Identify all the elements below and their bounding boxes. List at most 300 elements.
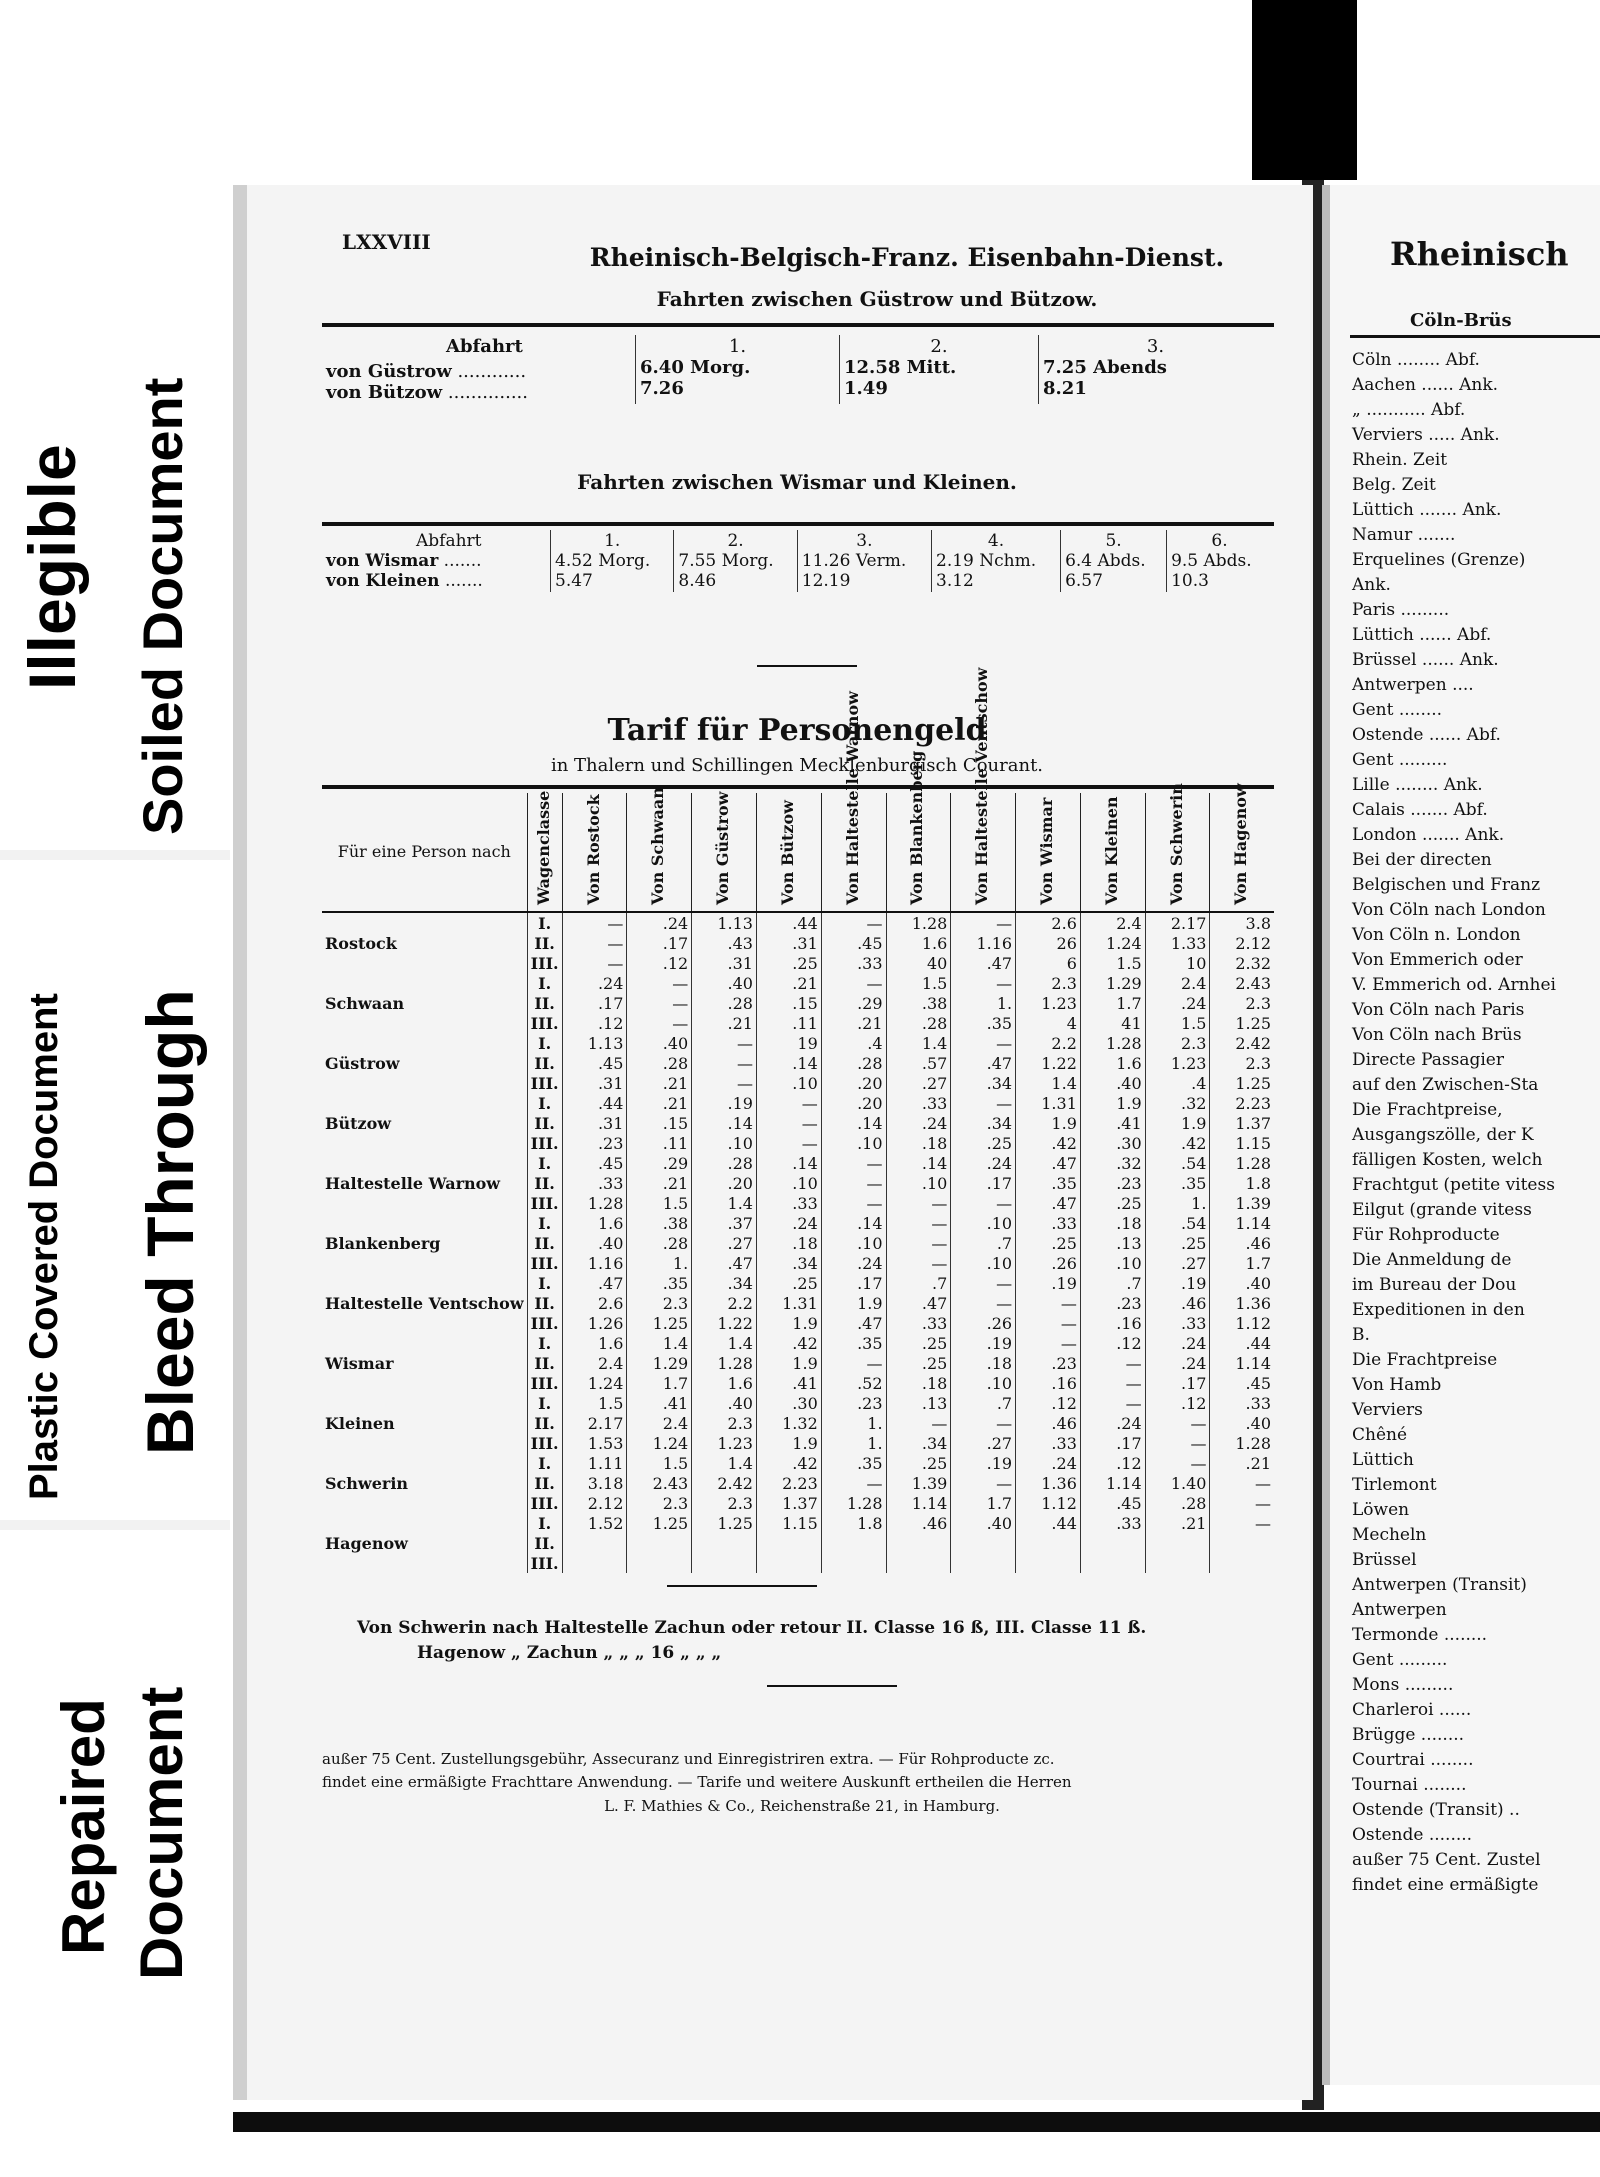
section1-title: Fahrten zwischen Güstrow und Bützow. (656, 287, 1098, 311)
right-page-line: Charleroi ...... (1352, 1700, 1472, 1720)
tariff-value: .17 (627, 933, 692, 953)
tariff-value: .17 (562, 993, 627, 1013)
tariff-value: .17 (951, 1173, 1016, 1193)
tariff-value: — (951, 1293, 1016, 1313)
tariff-value: .47 (692, 1253, 757, 1273)
tariff-value: 1.23 (692, 1433, 757, 1453)
tariff-station (322, 1193, 527, 1213)
tariff-value: 2.23 (1210, 1093, 1274, 1113)
tariff-value (951, 1553, 1016, 1573)
tariff-value: 1.40 (1145, 1473, 1210, 1493)
tariff-value (692, 1553, 757, 1573)
tariff-value: 1.9 (821, 1293, 886, 1313)
tariff-station (322, 1453, 527, 1473)
tariff-value (756, 1553, 821, 1573)
tariff-class: III. (527, 1373, 562, 1393)
tariff-value (1016, 1553, 1081, 1573)
tariff-value: .35 (951, 1013, 1016, 1033)
tariff-class: III. (527, 1433, 562, 1453)
right-page-line: Termonde ........ (1352, 1625, 1488, 1645)
tariff-class: I. (527, 1153, 562, 1173)
right-page-line: Gent ......... (1352, 750, 1448, 770)
tariff-value (1210, 1533, 1274, 1553)
note-zachun-2: Hagenow „ Zachun „ „ „ 16 „ „ „ (417, 1643, 722, 1663)
tariff-header-col: Von Hagenow (1210, 793, 1274, 912)
tariff-class: III. (527, 1313, 562, 1333)
tariff-value: 1.28 (821, 1493, 886, 1513)
tariff-value: 1.14 (1080, 1473, 1145, 1493)
tariff-value: 1. (951, 993, 1016, 1013)
tariff-header-col: Von Haltestelle Warnow (821, 793, 886, 912)
tariff-value: 1.12 (1016, 1493, 1081, 1513)
w-trip-1: 1. 4.52 Morg. 5.47 (551, 530, 674, 592)
tariff-value: .46 (886, 1513, 951, 1533)
tariff-value: .46 (1016, 1413, 1081, 1433)
tariff-value: .46 (1210, 1233, 1274, 1253)
tariff-value: 1.29 (1080, 973, 1145, 993)
tariff-value: — (627, 973, 692, 993)
tariff-station (322, 1493, 527, 1513)
right-page-line: Für Rohproducte (1352, 1225, 1500, 1245)
tariff-value: .44 (1016, 1513, 1081, 1533)
tariff-value: .24 (886, 1113, 951, 1133)
right-page-line: London ....... Ank. (1352, 825, 1505, 845)
label-strip (0, 0, 230, 2177)
tariff-value: .17 (1145, 1373, 1210, 1393)
tariff-value: — (1210, 1513, 1274, 1533)
tariff-value: — (951, 1193, 1016, 1213)
short-rule (757, 665, 857, 667)
tariff-header-col: Von Haltestelle Ventschow (951, 793, 1016, 912)
tariff-value: — (1016, 1293, 1081, 1313)
tariff-value: — (692, 1053, 757, 1073)
right-page-line: Antwerpen (1352, 1600, 1447, 1620)
tariff-header-col: Von Güstrow (692, 793, 757, 912)
tariff-value: 1.5 (562, 1393, 627, 1413)
station-wismar: von Wismar ....... (326, 551, 482, 571)
right-page-line: Bei der directen (1352, 850, 1492, 870)
tariff-value (692, 1533, 757, 1553)
tariff-value: 1.8 (821, 1513, 886, 1533)
tariff-value: .23 (1080, 1293, 1145, 1313)
tariff-value: .10 (692, 1133, 757, 1153)
tariff-value: .54 (1145, 1213, 1210, 1233)
tariff-header-person: Für eine Person nach (322, 793, 527, 912)
right-page-line: Mecheln (1352, 1525, 1427, 1545)
tariff-value: — (951, 912, 1016, 933)
tariff-value: .27 (692, 1233, 757, 1253)
tariff-value: 1.36 (1016, 1473, 1081, 1493)
tariff-value: .34 (951, 1113, 1016, 1133)
tariff-value: .44 (756, 912, 821, 933)
tariff-value: 1.37 (1210, 1113, 1274, 1133)
tariff-value: 2.32 (1210, 953, 1274, 973)
running-head: Rheinisch-Belgisch-Franz. Eisenbahn-Dienst. (589, 243, 1225, 272)
page-number: LXXVIII (342, 230, 431, 254)
tariff-value: .33 (821, 953, 886, 973)
tariff-value: .47 (886, 1293, 951, 1313)
right-page-line: Ostende ...... Abf. (1352, 725, 1501, 745)
short-rule (767, 1685, 897, 1687)
right-page-line: fälligen Kosten, welch (1352, 1150, 1543, 1170)
tariff-value: .26 (951, 1313, 1016, 1333)
tariff-value: .47 (1016, 1153, 1081, 1173)
station-kleinen: von Kleinen ....... (326, 571, 483, 591)
tariff-class: I. (527, 1453, 562, 1473)
tariff-value: 2.17 (1145, 912, 1210, 933)
table-row (322, 1253, 1274, 1273)
tariff-class: III. (527, 1253, 562, 1273)
rule (322, 522, 1274, 526)
tariff-value: .33 (886, 1093, 951, 1113)
right-page-line: Mons ......... (1352, 1675, 1454, 1695)
tariff-value: 1. (821, 1433, 886, 1453)
tariff-value: 1.29 (627, 1353, 692, 1373)
tariff-value: — (951, 1413, 1016, 1433)
right-page-line: Lüttich ....... Ank. (1352, 500, 1502, 520)
tariff-value: 1.24 (562, 1373, 627, 1393)
tariff-value: .24 (1145, 1353, 1210, 1373)
tariff-header-col: Von Kleinen (1080, 793, 1145, 912)
tariff-value: 40 (886, 953, 951, 973)
right-page-line: Von Cöln n. London (1352, 925, 1521, 945)
tariff-value: .11 (627, 1133, 692, 1153)
tariff-class: I. (527, 1333, 562, 1353)
tariff-class: I. (527, 1093, 562, 1113)
tariff-value: .32 (1145, 1093, 1210, 1113)
tariff-value: 1.7 (627, 1373, 692, 1393)
tariff-value: .25 (886, 1453, 951, 1473)
rule (322, 785, 1274, 789)
tariff-value: 2.4 (1145, 973, 1210, 993)
tariff-value: .10 (1080, 1253, 1145, 1273)
abfahrt-label: Abfahrt (416, 531, 482, 551)
tariff-value: .28 (692, 993, 757, 1013)
tariff-value: 1.6 (562, 1213, 627, 1233)
tariff-value: .47 (951, 1053, 1016, 1073)
scan-bottom-bar (233, 2112, 1600, 2132)
w-trip-6: 6. 9.5 Abds. 10.3 (1167, 530, 1272, 592)
table-row (322, 1173, 1274, 1193)
tariff-value: .45 (562, 1053, 627, 1073)
tariff-value: — (627, 993, 692, 1013)
tariff-value: .14 (756, 1053, 821, 1073)
trip-2: 2. 12.58 Mitt. 1.49 (840, 335, 1039, 404)
tariff-value: .45 (1080, 1493, 1145, 1513)
table-row (322, 1533, 1274, 1553)
abfahrt-cell (322, 530, 551, 592)
tariff-value: 1.4 (1016, 1073, 1081, 1093)
label-bleed: Bleed Through (133, 989, 207, 1455)
tariff-value: 2.3 (1210, 1053, 1274, 1073)
tariff-title: Tarif für Personengeld (607, 713, 987, 748)
tariff-value: .23 (562, 1133, 627, 1153)
tariff-value: 1.26 (562, 1313, 627, 1333)
tariff-value: 1.28 (692, 1353, 757, 1373)
tariff-value: 10 (1145, 953, 1210, 973)
tariff-value: .21 (756, 973, 821, 993)
tariff-value: .33 (1210, 1393, 1274, 1413)
tariff-value: 1.6 (692, 1373, 757, 1393)
abfahrt-label: Abfahrt (446, 336, 523, 357)
tariff-value: 1.32 (756, 1413, 821, 1433)
tariff-value: .17 (1080, 1433, 1145, 1453)
right-page-line: Von Hamb (1352, 1375, 1442, 1395)
tariff-value: 1.24 (627, 1433, 692, 1453)
right-page-line: Lüttich (1352, 1450, 1414, 1470)
tariff-header-class: Wagenclasse (527, 793, 562, 912)
right-page-line: V. Emmerich od. Arnhei (1352, 975, 1556, 995)
tariff-value: .28 (692, 1153, 757, 1173)
tariff-value: .7 (886, 1273, 951, 1293)
tariff-value: .7 (951, 1233, 1016, 1253)
tariff-value: 1.28 (1210, 1433, 1274, 1453)
tariff-value: .20 (821, 1073, 886, 1093)
tariff-station: Kleinen (325, 1413, 395, 1433)
tariff-value: 1.25 (1210, 1073, 1274, 1093)
tariff-value (1145, 1553, 1210, 1573)
tariff-class: II. (527, 1113, 562, 1133)
label-illegible: Illegible (15, 444, 89, 690)
tariff-value: .47 (951, 953, 1016, 973)
tariff-value: 1.28 (886, 912, 951, 933)
right-page-line: „ ........... Abf. (1352, 400, 1466, 420)
station-guestrow: von Güstrow ............ (326, 361, 527, 382)
right-page-line: Paris ......... (1352, 600, 1450, 620)
tariff-value: 1.13 (692, 912, 757, 933)
tariff-station (322, 1273, 527, 1293)
tariff-value: .16 (1080, 1313, 1145, 1333)
tariff-value: .34 (951, 1073, 1016, 1093)
tariff-value: 1.7 (1080, 993, 1145, 1013)
tariff-value: 1.25 (627, 1313, 692, 1333)
right-page-line: Frachtgut (petite vitess (1352, 1175, 1555, 1195)
tariff-value: 41 (1080, 1013, 1145, 1033)
tariff-value: 1.25 (692, 1513, 757, 1533)
right-page-line: Von Cöln nach London (1352, 900, 1546, 920)
tariff-value: .18 (886, 1373, 951, 1393)
tariff-value: 1.39 (1210, 1193, 1274, 1213)
tariff-value: .37 (692, 1213, 757, 1233)
tariff-value: .40 (692, 973, 757, 993)
table-row (322, 1413, 1274, 1433)
tariff-value: — (951, 973, 1016, 993)
tariff-value: .10 (821, 1133, 886, 1153)
tariff-value: .30 (756, 1393, 821, 1413)
tariff-value: .13 (886, 1393, 951, 1413)
tariff-value (821, 1553, 886, 1573)
tariff-class: I. (527, 1513, 562, 1533)
footer-line-2: findet eine ermäßigte Frachttare Anwendung. — Tarife und weitere Auskunft ertheilen die Herren (322, 1773, 1072, 1791)
table-row (322, 1193, 1274, 1213)
tariff-value: 1.39 (886, 1473, 951, 1493)
tariff-station (322, 1313, 527, 1333)
tariff-value: — (562, 933, 627, 953)
tariff-value: .7 (951, 1393, 1016, 1413)
footer-line-1: außer 75 Cent. Zustellungsgebühr, Assecuranz und Einregistriren extra. — Für Rohproducte zc. (322, 1750, 1055, 1768)
right-page-line: Brüssel ...... Ank. (1352, 650, 1499, 670)
table-row (322, 933, 1274, 953)
tariff-value: .28 (627, 1233, 692, 1253)
tariff-value: 1.9 (1016, 1113, 1081, 1133)
tariff-value: — (821, 912, 886, 933)
tariff-value: 2.6 (1016, 912, 1081, 933)
right-page-line: Cöln ........ Abf. (1352, 350, 1480, 370)
tariff-value: — (1080, 1373, 1145, 1393)
tariff-class: I. (527, 912, 562, 933)
tariff-value: 1.31 (756, 1293, 821, 1313)
table-row (322, 1453, 1274, 1473)
table-row (322, 1353, 1274, 1373)
tariff-value: .40 (692, 1393, 757, 1413)
short-rule (667, 1585, 817, 1587)
rule (1350, 335, 1600, 338)
scan-black-bar (1252, 0, 1357, 180)
tariff-value: .40 (1210, 1273, 1274, 1293)
tariff-class: III. (527, 953, 562, 973)
tariff-value: .25 (951, 1133, 1016, 1153)
tariff-value: .21 (627, 1073, 692, 1093)
tariff-value: — (951, 1273, 1016, 1293)
table-row (322, 1513, 1274, 1533)
tariff-value: .35 (821, 1453, 886, 1473)
tariff-value: .24 (951, 1153, 1016, 1173)
w-trip-4: 4. 2.19 Nchm. 3.12 (932, 530, 1061, 592)
tariff-value: 1.9 (756, 1433, 821, 1453)
tariff-value: .45 (1210, 1373, 1274, 1393)
tariff-value: 1.14 (1210, 1213, 1274, 1233)
tariff-header-col: Von Blankenberg (886, 793, 951, 912)
tariff-station (322, 973, 527, 993)
table-row (322, 1233, 1274, 1253)
right-page-subtitle: Cöln-Brüs (1410, 310, 1512, 331)
tariff-value: .21 (692, 1013, 757, 1033)
tariff-value: .24 (1145, 993, 1210, 1013)
right-page-line: Ank. (1352, 575, 1391, 595)
tariff-value: .42 (1016, 1133, 1081, 1153)
tariff-value: .27 (951, 1433, 1016, 1453)
tariff-value: 2.43 (1210, 973, 1274, 993)
tariff-value: .21 (821, 1013, 886, 1033)
tariff-station (322, 1553, 527, 1573)
tariff-value: .28 (886, 1013, 951, 1033)
tariff-station (322, 1033, 527, 1053)
tariff-value: 1.9 (756, 1313, 821, 1333)
tariff-value: .24 (1016, 1453, 1081, 1473)
tariff-value: .21 (627, 1173, 692, 1193)
tariff-value: .27 (886, 1073, 951, 1093)
tariff-value: 1.9 (1145, 1113, 1210, 1133)
tariff-station: Haltestelle Warnow (325, 1173, 501, 1193)
tariff-class: II. (527, 1233, 562, 1253)
label-repaired: Repaired (50, 1698, 117, 1955)
tariff-station (322, 953, 527, 973)
tariff-header-col: Von Bützow (756, 793, 821, 912)
right-page-line: Ausgangszölle, der K (1352, 1125, 1534, 1145)
tariff-value: 1.5 (627, 1453, 692, 1473)
right-page-line: Die Anmeldung de (1352, 1250, 1512, 1270)
tariff-value: 1.14 (1210, 1353, 1274, 1373)
tariff-value: .10 (951, 1213, 1016, 1233)
tariff-value: .33 (756, 1193, 821, 1213)
tariff-value: 2.4 (562, 1353, 627, 1373)
tariff-value: .12 (1016, 1393, 1081, 1413)
right-page-line: Tournai ........ (1352, 1775, 1467, 1795)
tariff-value: .14 (886, 1153, 951, 1173)
tariff-value: 1.6 (886, 933, 951, 953)
tariff-value: 1.5 (627, 1193, 692, 1213)
tariff-value: .31 (756, 933, 821, 953)
tariff-value: .11 (756, 1013, 821, 1033)
tariff-value: — (1210, 1473, 1274, 1493)
tariff-value: .42 (756, 1333, 821, 1353)
right-page-line: Verviers ..... Ank. (1352, 425, 1500, 445)
tariff-value: 1.9 (756, 1353, 821, 1373)
tariff-value: — (1016, 1313, 1081, 1333)
tariff-value: .47 (562, 1273, 627, 1293)
tariff-value: — (821, 1153, 886, 1173)
tariff-class: II. (527, 993, 562, 1013)
tariff-value: .40 (1210, 1413, 1274, 1433)
tariff-value: 1.7 (951, 1493, 1016, 1513)
tariff-value: — (821, 1473, 886, 1493)
right-page-line: Belg. Zeit (1352, 475, 1436, 495)
right-page-line: Courtrai ........ (1352, 1750, 1474, 1770)
tariff-value: .45 (821, 933, 886, 953)
tariff-value: .31 (692, 953, 757, 973)
tariff-value: — (951, 1473, 1016, 1493)
tariff-value: 2.17 (562, 1413, 627, 1433)
table-row (322, 1033, 1274, 1053)
right-page-line: Brügge ........ (1352, 1725, 1465, 1745)
right-page-line: Expeditionen in den (1352, 1300, 1525, 1320)
tariff-value: — (886, 1213, 951, 1233)
tariff-value: .21 (1145, 1513, 1210, 1533)
tariff-value (821, 1533, 886, 1553)
tariff-value: .28 (627, 1053, 692, 1073)
tariff-value: .17 (821, 1273, 886, 1293)
tariff-value: .24 (562, 973, 627, 993)
tariff-station: Schwerin (325, 1473, 409, 1493)
table-row (322, 1013, 1274, 1033)
tariff-value: .15 (756, 993, 821, 1013)
tariff-value: .19 (692, 1093, 757, 1113)
tariff-value: 1. (1145, 1193, 1210, 1213)
tariff-value: 2.4 (1080, 912, 1145, 933)
tariff-value: — (756, 1093, 821, 1113)
tariff-station (322, 1373, 527, 1393)
table-row (322, 1493, 1274, 1513)
tariff-class: III. (527, 1493, 562, 1513)
tariff-value (886, 1553, 951, 1573)
tariff-value: .13 (1080, 1233, 1145, 1253)
tariff-station (322, 1213, 527, 1233)
tariff-value: 2.3 (692, 1413, 757, 1433)
tariff-value: 2.2 (692, 1293, 757, 1313)
tariff-value: — (886, 1413, 951, 1433)
tariff-value: .41 (756, 1373, 821, 1393)
tariff-station: Hagenow (325, 1533, 408, 1553)
table-row (322, 1313, 1274, 1333)
tariff-value: .10 (821, 1233, 886, 1253)
tariff-value: .26 (1016, 1253, 1081, 1273)
tariff-value: 1.11 (562, 1453, 627, 1473)
tariff-station (322, 1133, 527, 1153)
tariff-value: .18 (756, 1233, 821, 1253)
tariff-value: .12 (1080, 1333, 1145, 1353)
tariff-value: .19 (1016, 1273, 1081, 1293)
tariff-value: .20 (692, 1173, 757, 1193)
